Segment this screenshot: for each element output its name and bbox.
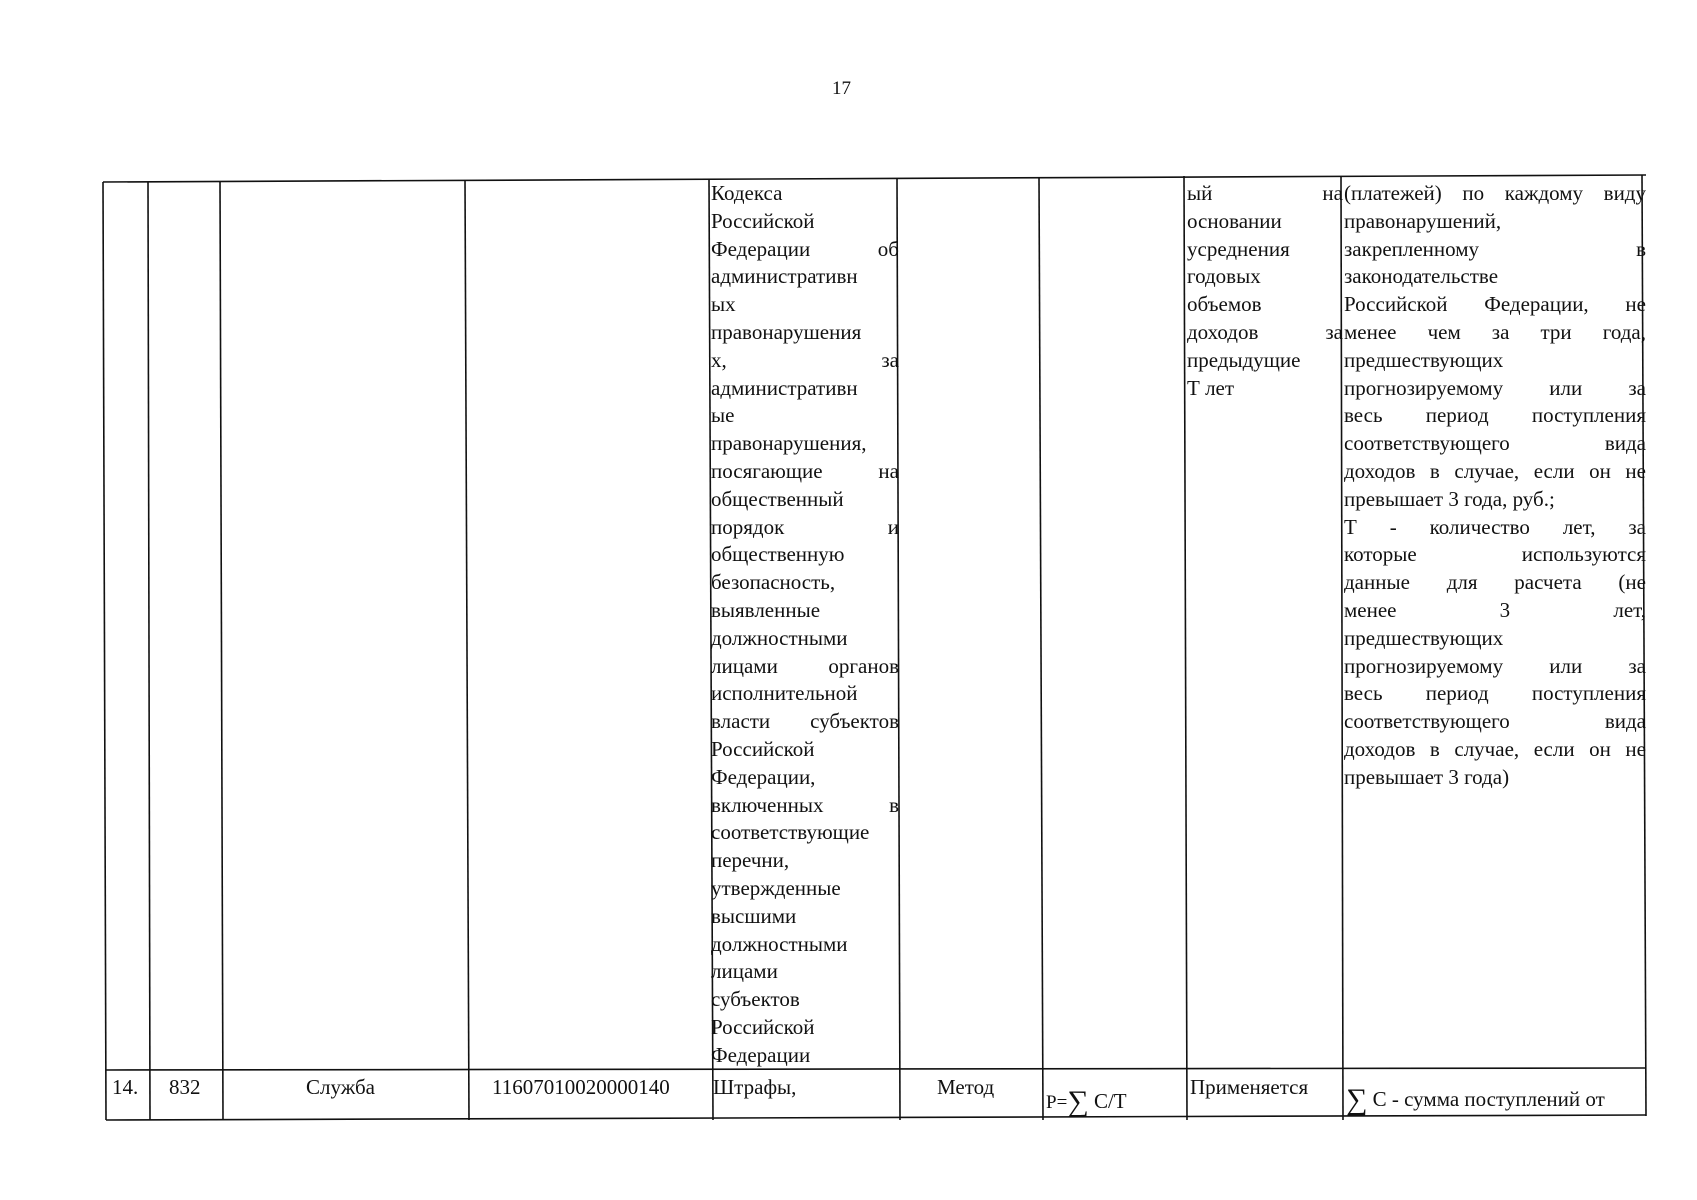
text-line: доходов в случае, если он не <box>1344 736 1646 761</box>
text-line: х, за <box>711 347 899 372</box>
text-line: Российской Федерации, не <box>1344 292 1646 317</box>
text-line: годовых <box>1187 264 1261 289</box>
text-line: доходов за <box>1187 319 1343 344</box>
text-line: выявленные <box>711 597 821 622</box>
text-line: общественный <box>711 486 844 511</box>
text-line: ые <box>711 403 735 428</box>
row-14-method: Метод <box>937 1075 995 1099</box>
text-line: превышает 3 года) <box>1344 764 1510 789</box>
row-14-agency: Служба <box>306 1075 375 1099</box>
text-line: высшими <box>711 903 797 928</box>
text-line: порядок и <box>711 514 899 539</box>
row-14-number: 14. <box>112 1075 139 1099</box>
text-line: объемов <box>1187 292 1262 317</box>
text-line: утвержденные <box>711 875 841 900</box>
text-line: посягающие на <box>711 458 899 483</box>
text-line: весь период поступления <box>1344 403 1646 428</box>
description-text: С - сумма поступлений от <box>1367 1087 1605 1111</box>
sigma-symbol: ∑ <box>1067 1085 1089 1118</box>
text-line: превышает 3 года, руб.; <box>1344 486 1555 511</box>
formula-rest: C/T <box>1088 1089 1127 1113</box>
text-line: Федерации, <box>711 764 816 789</box>
text-line: которые используются <box>1344 542 1646 567</box>
text-line: (платежей) по каждому виду <box>1344 181 1646 205</box>
text-line: усреднения <box>1187 236 1290 261</box>
text-line: административн <box>711 264 858 289</box>
text-line: Российской <box>711 208 815 233</box>
text-line: доходов в случае, если он не <box>1344 458 1646 483</box>
text-line: основании <box>1187 208 1282 233</box>
cell-revenue-name-continued <box>711 180 899 1070</box>
cell-formula-explanation-continued <box>1344 180 1646 792</box>
text-line: ый на <box>1187 181 1343 205</box>
text-line: перечни, <box>711 848 790 873</box>
text-line: должностными <box>711 625 848 650</box>
cell-method-description-continued <box>1187 180 1343 402</box>
text-line: правонарушения, <box>711 431 867 456</box>
text-line: прогнозируемому или за <box>1344 375 1646 400</box>
text-line: должностными <box>711 931 848 956</box>
text-line: административн <box>711 375 858 400</box>
text-line: безопасность, <box>711 570 836 595</box>
text-line: законодательстве <box>1344 264 1499 289</box>
text-line: власти субъектов <box>711 709 899 734</box>
text-line: весь период поступления <box>1344 681 1646 706</box>
formula-prefix: P= <box>1046 1092 1068 1113</box>
text-line: правонарушения <box>711 319 862 344</box>
text-line: Федерации <box>711 1042 811 1067</box>
row-14-admin-code: 832 <box>169 1075 201 1099</box>
text-line: предшествующих <box>1344 625 1504 650</box>
row-14-kbk: 11607010020000140 <box>492 1075 670 1099</box>
text-line: Т лет <box>1187 375 1235 400</box>
text-line: Кодекса <box>711 181 783 205</box>
text-line: предыдущие <box>1187 347 1301 372</box>
text-line: общественную <box>711 542 845 567</box>
text-line: ых <box>711 292 736 317</box>
text-line: предшествующих <box>1344 347 1504 372</box>
text-line: правонарушений, <box>1344 208 1502 233</box>
row-14-description <box>1346 1083 1605 1117</box>
text-line: менее чем за три года, <box>1344 319 1646 344</box>
text-line: прогнозируемому или за <box>1344 653 1646 678</box>
text-line: закрепленному в <box>1344 236 1646 261</box>
text-line: менее 3 лет, <box>1344 597 1646 622</box>
text-line: данные для расчета (не <box>1344 570 1646 595</box>
sigma-symbol: ∑ <box>1346 1083 1368 1116</box>
text-line: Т - количество лет, за <box>1344 514 1646 539</box>
text-line: лицами органов <box>711 653 899 678</box>
text-line: соответствующего вида <box>1344 431 1646 456</box>
text-line: соответствующие <box>711 820 870 845</box>
text-line: лицами <box>711 959 778 984</box>
row-14-revenue-name: Штрафы, <box>713 1075 797 1099</box>
page-number: 17 <box>832 78 851 99</box>
text-line: Федерации об <box>711 236 899 261</box>
text-line: включенных в <box>711 792 899 817</box>
text-line: Российской <box>711 736 815 761</box>
text-line: субъектов <box>711 987 800 1012</box>
text-line: соответствующего вида <box>1344 709 1646 734</box>
row-14-formula <box>1046 1085 1127 1119</box>
text-line: исполнительной <box>711 681 858 706</box>
row-14-applies: Применяется <box>1190 1075 1309 1099</box>
text-line: Российской <box>711 1014 815 1039</box>
